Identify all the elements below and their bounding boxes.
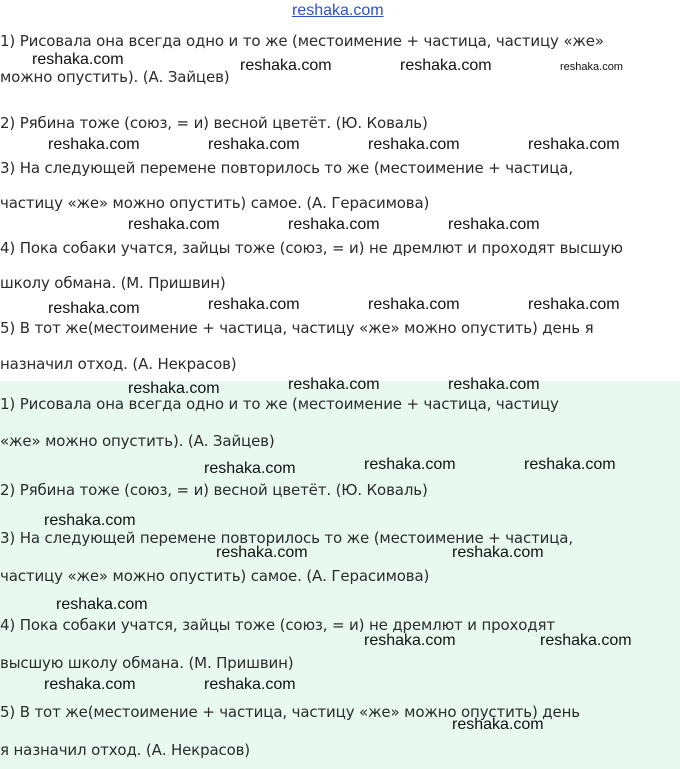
watermark: reshaka.com — [528, 296, 620, 313]
text-line: 4) Пока собаки учатся, зайцы тоже (союз, = и) не дремлют и проходят высшую — [0, 239, 623, 257]
watermark: reshaka.com — [44, 512, 136, 529]
text-line: 1) Рисовала она всегда одно и то же (местоимение + частица, частицу «же» — [0, 32, 604, 50]
watermark: reshaka.com — [448, 376, 540, 393]
watermark: reshaka.com — [204, 676, 296, 693]
watermark: reshaka.com — [368, 296, 460, 313]
text-line: 3) На следующей перемене повторилось то же (местоимение + частица, — [0, 529, 573, 547]
watermark: reshaka.com — [368, 136, 460, 153]
text-line: 2) Рябина тоже (союз, = и) весной цветёт. (Ю. Коваль) — [0, 481, 428, 499]
watermark: reshaka.com — [32, 51, 124, 68]
text-line: частицу «же» можно опустить) самое. (А. Герасимова) — [0, 194, 430, 212]
text-line: 4) Пока собаки учатся, зайцы тоже (союз, = и) не дремлют и проходят — [0, 616, 555, 634]
text-line: школу обмана. (М. Пришвин) — [0, 274, 226, 292]
watermark: reshaka.com — [452, 716, 544, 733]
watermark: reshaka.com — [452, 544, 544, 561]
text-line: 2) Рябина тоже (союз, = и) весной цветёт. (Ю. Коваль) — [0, 114, 428, 132]
watermark: reshaka.com — [56, 596, 148, 613]
text-line: 5) В тот же(местоимение + частица, частицу «же» можно опустить) день — [0, 703, 580, 721]
text-line: назначил отход. (А. Некрасов) — [0, 355, 237, 373]
text-line: частицу «же» можно опустить) самое. (А. Герасимова) — [0, 567, 430, 585]
text-line: можно опустить). (А. Зайцев) — [0, 68, 230, 86]
watermark: reshaka.com — [560, 61, 623, 73]
watermark: reshaka.com — [44, 676, 136, 693]
watermark: reshaka.com — [48, 300, 140, 317]
watermark: reshaka.com — [400, 57, 492, 74]
site-logo-link[interactable]: reshaka.com — [292, 2, 384, 19]
watermark: reshaka.com — [204, 460, 296, 477]
text-line: 1) Рисовала она всегда одно и то же (местоимение + частица, частицу — [0, 395, 559, 413]
watermark: reshaka.com — [208, 136, 300, 153]
text-line: «же» можно опустить). (А. Зайцев) — [0, 432, 275, 450]
watermark: reshaka.com — [128, 380, 220, 397]
watermark: reshaka.com — [364, 456, 456, 473]
watermark: reshaka.com — [524, 456, 616, 473]
watermark: reshaka.com — [364, 632, 456, 649]
watermark: reshaka.com — [128, 216, 220, 233]
text-line: высшую школу обмана. (М. Пришвин) — [0, 654, 294, 672]
watermark: reshaka.com — [540, 632, 632, 649]
watermark: reshaka.com — [448, 216, 540, 233]
watermark: reshaka.com — [288, 216, 380, 233]
text-line: я назначил отход. (А. Некрасов) — [0, 741, 251, 759]
text-line: 5) В тот же(местоимение + частица, частицу «же» можно опустить) день я — [0, 319, 594, 337]
text-line: 3) На следующей перемене повторилось то же (местоимение + частица, — [0, 159, 573, 177]
watermark: reshaka.com — [48, 136, 140, 153]
watermark: reshaka.com — [216, 544, 308, 561]
watermark: reshaka.com — [240, 57, 332, 74]
watermark: reshaka.com — [528, 136, 620, 153]
watermark: reshaka.com — [208, 296, 300, 313]
watermark: reshaka.com — [288, 376, 380, 393]
